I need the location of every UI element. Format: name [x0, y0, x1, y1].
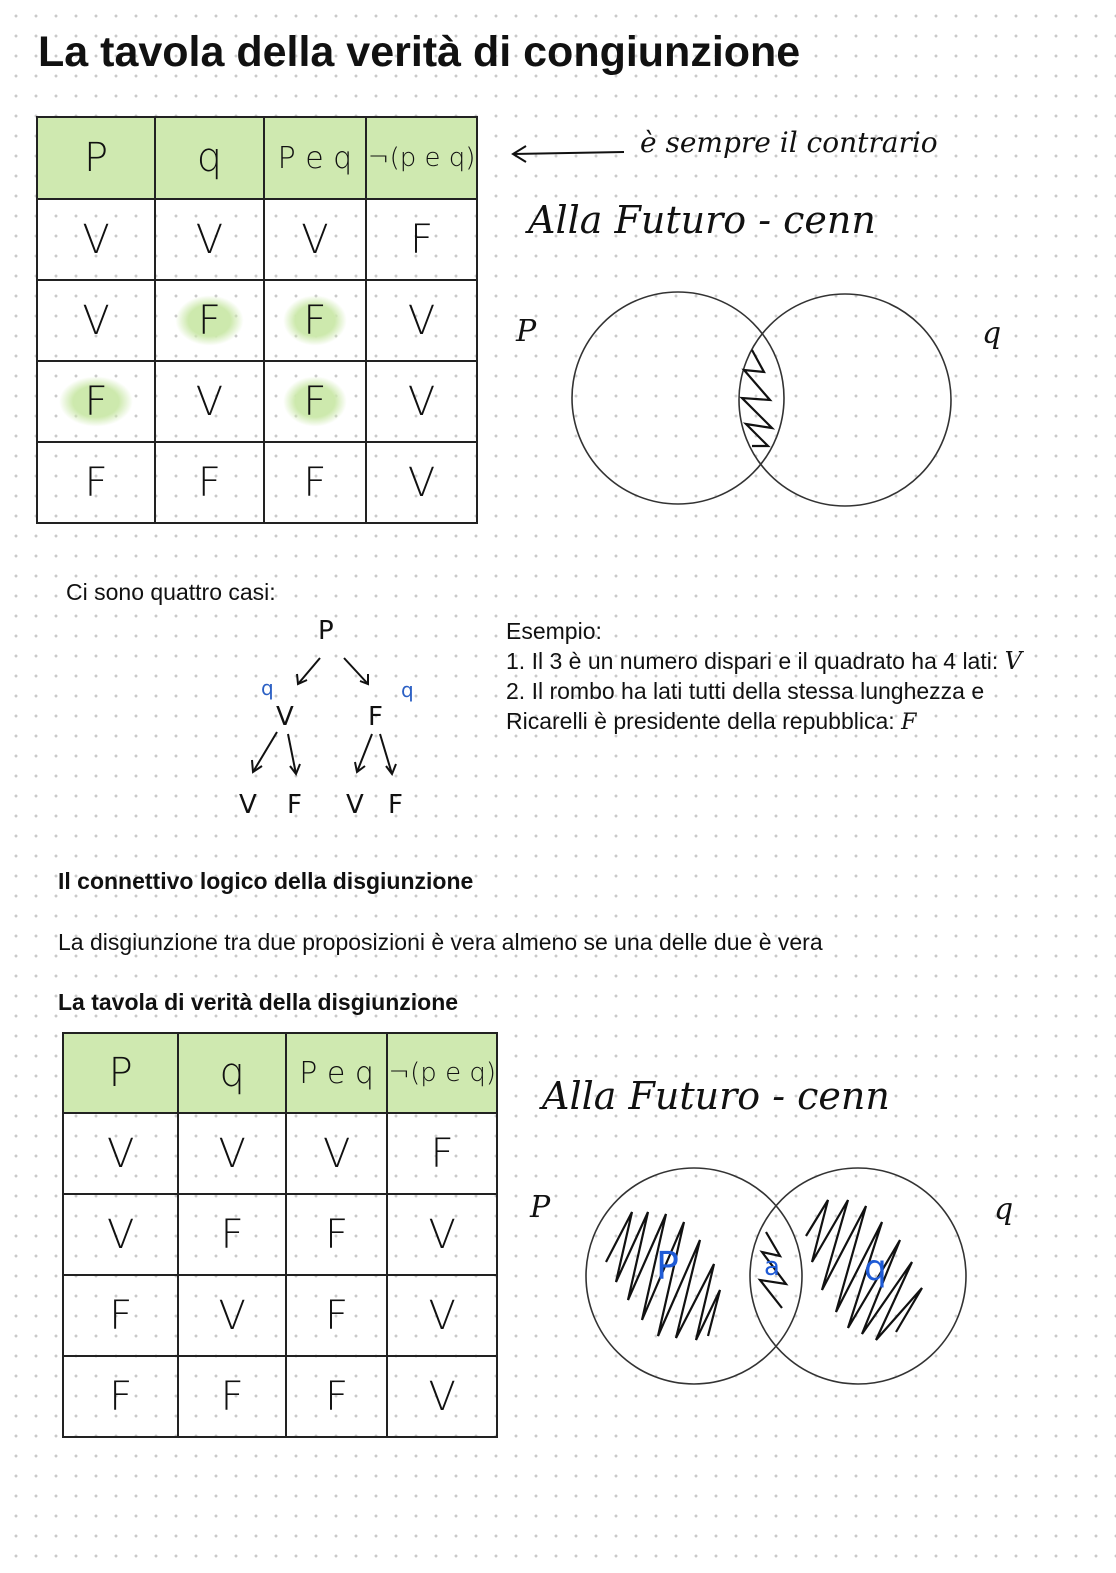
- left-arrow-icon: [513, 146, 624, 162]
- page-title: La tavola della verità di congiunzione: [38, 28, 801, 76]
- example-line-1-value: V: [1004, 647, 1022, 675]
- venn-label-q: q: [994, 1192, 1014, 1227]
- venn-inner-label-p: P: [656, 1244, 679, 1288]
- table-cell: F: [286, 1194, 388, 1275]
- intersection-hatch: [742, 350, 772, 446]
- table-cell: V: [155, 361, 263, 442]
- example-line-1-text: 1. Il 3 è un numero dispari e il quadrato ha 4 lati:: [506, 648, 999, 674]
- table-cell: V: [63, 1113, 178, 1194]
- tree-leaf: F: [287, 790, 302, 820]
- table-cell: V: [37, 199, 155, 280]
- example-line-3-value: F: [901, 710, 917, 735]
- disjunction-heading: Il connettivo logico della disgiunzione: [58, 868, 474, 894]
- table-cell-highlighted: F: [155, 280, 263, 361]
- table-cell: F: [155, 442, 263, 523]
- alla-futuro-note: Alla Futuro - cenn: [542, 1074, 890, 1118]
- tree-leaf: V: [346, 790, 364, 820]
- example-line-2: 2. Il rombo ha lati tutti della stessa lunghezza e: [506, 678, 985, 704]
- table-cell: V: [63, 1194, 178, 1275]
- header-q: q: [155, 117, 263, 199]
- tree-leaf: V: [239, 790, 257, 820]
- table-cell: V: [387, 1194, 497, 1275]
- table-row: [63, 1194, 497, 1275]
- header-p: P: [37, 117, 155, 199]
- table-cell: F: [286, 1356, 388, 1437]
- venn-circle-q: [750, 1168, 966, 1384]
- header-q: q: [178, 1033, 285, 1113]
- example-line-3: [506, 706, 1022, 738]
- disjunction-definition: La disgiunzione tra due proposizioni è vera almeno se una delle due è vera: [58, 929, 823, 955]
- table-cell: V: [366, 361, 477, 442]
- venn-label-q: q: [982, 316, 1002, 351]
- example-line-3-text: Ricarelli è presidente della repubblica:: [506, 708, 895, 734]
- table-cell: V: [366, 280, 477, 361]
- table-cell: V: [366, 442, 477, 523]
- table-cell-highlighted: F: [264, 361, 367, 442]
- table-cell: F: [264, 442, 367, 523]
- tree-root: P: [318, 616, 334, 646]
- tree-branch-label-left: q: [261, 676, 274, 700]
- disjunction-truth-table: [62, 1032, 498, 1438]
- table-cell: F: [387, 1113, 497, 1194]
- table-cell: V: [178, 1275, 285, 1356]
- venn-label-p: P: [530, 1190, 551, 1225]
- table-cell: F: [178, 1356, 285, 1437]
- venn-label-p: P: [516, 314, 537, 349]
- disjunction-table-heading: La tavola di verità della disgiunzione: [58, 989, 459, 1015]
- header-p: P: [63, 1033, 178, 1113]
- table-cell: V: [155, 199, 263, 280]
- alla-futuro-note: Alla Futuro - cenn: [528, 198, 876, 242]
- table-cell: V: [286, 1113, 388, 1194]
- table-cell: F: [286, 1275, 388, 1356]
- table-cell: F: [63, 1356, 178, 1437]
- cases-intro: Ci sono quattro casi:: [66, 579, 276, 605]
- tree-mid-right: F: [368, 702, 383, 732]
- table-cell: F: [178, 1194, 285, 1275]
- table-cell: V: [178, 1113, 285, 1194]
- arrow-note: è sempre il contrario: [640, 126, 938, 159]
- tree-leaf: F: [388, 790, 403, 820]
- header-not-p-and-q: ¬(p e q): [387, 1033, 497, 1113]
- example-line-1: [506, 646, 1022, 676]
- table-cell: V: [387, 1275, 497, 1356]
- header-p-and-q: P e q: [264, 117, 367, 199]
- table-cell: F: [37, 442, 155, 523]
- example-heading: Esempio:: [506, 618, 602, 644]
- table-cell-highlighted: F: [264, 280, 367, 361]
- table-row: [63, 1275, 497, 1356]
- table-cell: V: [264, 199, 367, 280]
- venn-inner-label-center: a: [764, 1252, 780, 1282]
- table-cell: V: [387, 1356, 497, 1437]
- table-cell: F: [366, 199, 477, 280]
- table-cell: F: [63, 1275, 178, 1356]
- tree-branch-label-right: q: [401, 678, 414, 702]
- table-row: [63, 1113, 497, 1194]
- table-cell-highlighted: F: [37, 361, 155, 442]
- table-header-row: [63, 1033, 497, 1113]
- tree-mid-left: V: [276, 702, 294, 732]
- table-row: [63, 1356, 497, 1437]
- example-block: [506, 616, 1022, 738]
- header-p-and-q: P e q: [286, 1033, 388, 1113]
- header-not-p-and-q: ¬(p e q): [366, 117, 477, 199]
- table-cell: V: [37, 280, 155, 361]
- venn-inner-label-q: q: [864, 1248, 887, 1289]
